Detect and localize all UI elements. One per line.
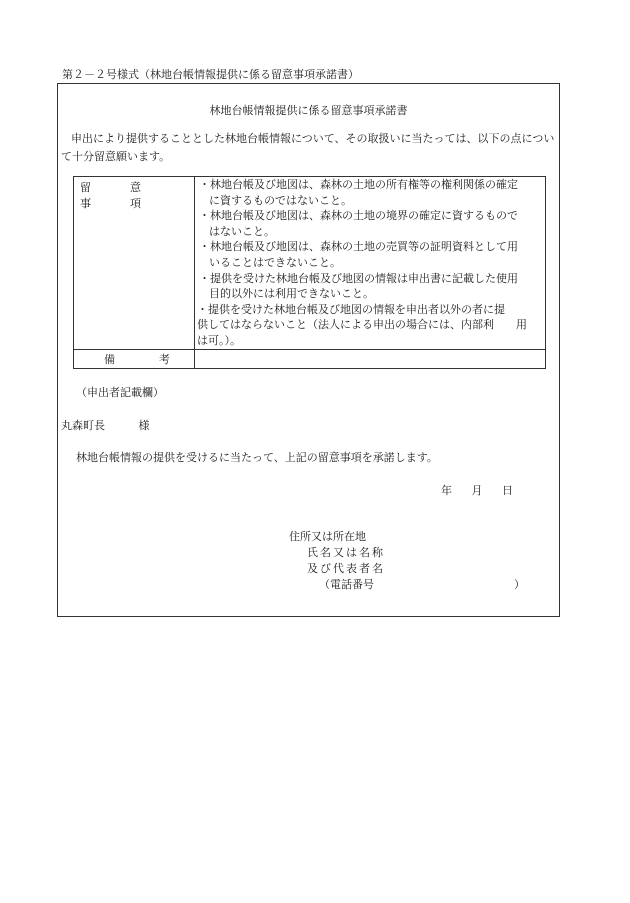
form-number: 第２－２号様式（林地台帳情報提供に係る留意事項承諾書） xyxy=(62,68,359,81)
notes-label: 留 意 事 項 xyxy=(80,181,180,210)
year-label: 年 xyxy=(441,484,452,497)
representative-label: 及び代表者名 xyxy=(307,562,385,575)
note-item: ・林地台帳及び地図は、森林の土地の所有権等の権利関係の確定 に資するものではないこと。 xyxy=(199,178,518,207)
note-item: ・林地台帳及び地図は、森林の土地の境界の確定に資するもので はないこと。 xyxy=(199,209,518,238)
addressee-suffix: 様 xyxy=(138,419,150,432)
name-label: 氏名又は名称 xyxy=(307,546,385,559)
notes-label-cell xyxy=(74,177,195,350)
phone-line xyxy=(289,577,525,593)
applicant-section-heading: （申出者記載欄） xyxy=(76,386,164,399)
applicant-address-block xyxy=(289,529,525,593)
remarks-label: 備 考 xyxy=(104,352,170,366)
document-title: 林地台帳情報提供に係る留意事項承諾書 xyxy=(209,104,408,117)
remarks-field[interactable] xyxy=(195,349,546,368)
note-item: ・提供を受けた林地台帳及び地図の情報を申出者以外の者に提 供してはならないこと（法人による申出の場合には、内部利 用 は可。）。 xyxy=(197,302,527,347)
remarks-label-cell xyxy=(74,349,195,368)
note-item: ・提供を受けた林地台帳及び地図の情報は申出書に記載した使用 目的以外には利用できないこと。 xyxy=(199,271,518,301)
note-item: ・林地台帳及び地図は、森林の土地の売買等の証明資料として用 いることはできないこと。 xyxy=(199,240,518,269)
address-label: 住所又は所在地 xyxy=(289,530,366,543)
notes-items-cell xyxy=(195,177,546,350)
phone-label: （電話番号 xyxy=(319,578,374,591)
intro-paragraph: 申出により提供することとした林地台帳情報について、その取扱いに当たっては、以下の点について十分留意願います。 xyxy=(61,132,555,163)
addressee-name: 丸森町長 xyxy=(61,419,105,432)
phone-close-paren: ） xyxy=(514,578,525,591)
month-label: 月 xyxy=(471,484,483,497)
notes-table xyxy=(73,176,546,369)
addressee xyxy=(61,417,150,433)
day-label: 日 xyxy=(502,484,513,497)
date-line xyxy=(441,482,529,498)
consent-statement: 林地台帳情報の提供を受けるに当たって、上記の留意事項を承諾します。 xyxy=(76,451,438,464)
form-frame xyxy=(57,83,560,617)
